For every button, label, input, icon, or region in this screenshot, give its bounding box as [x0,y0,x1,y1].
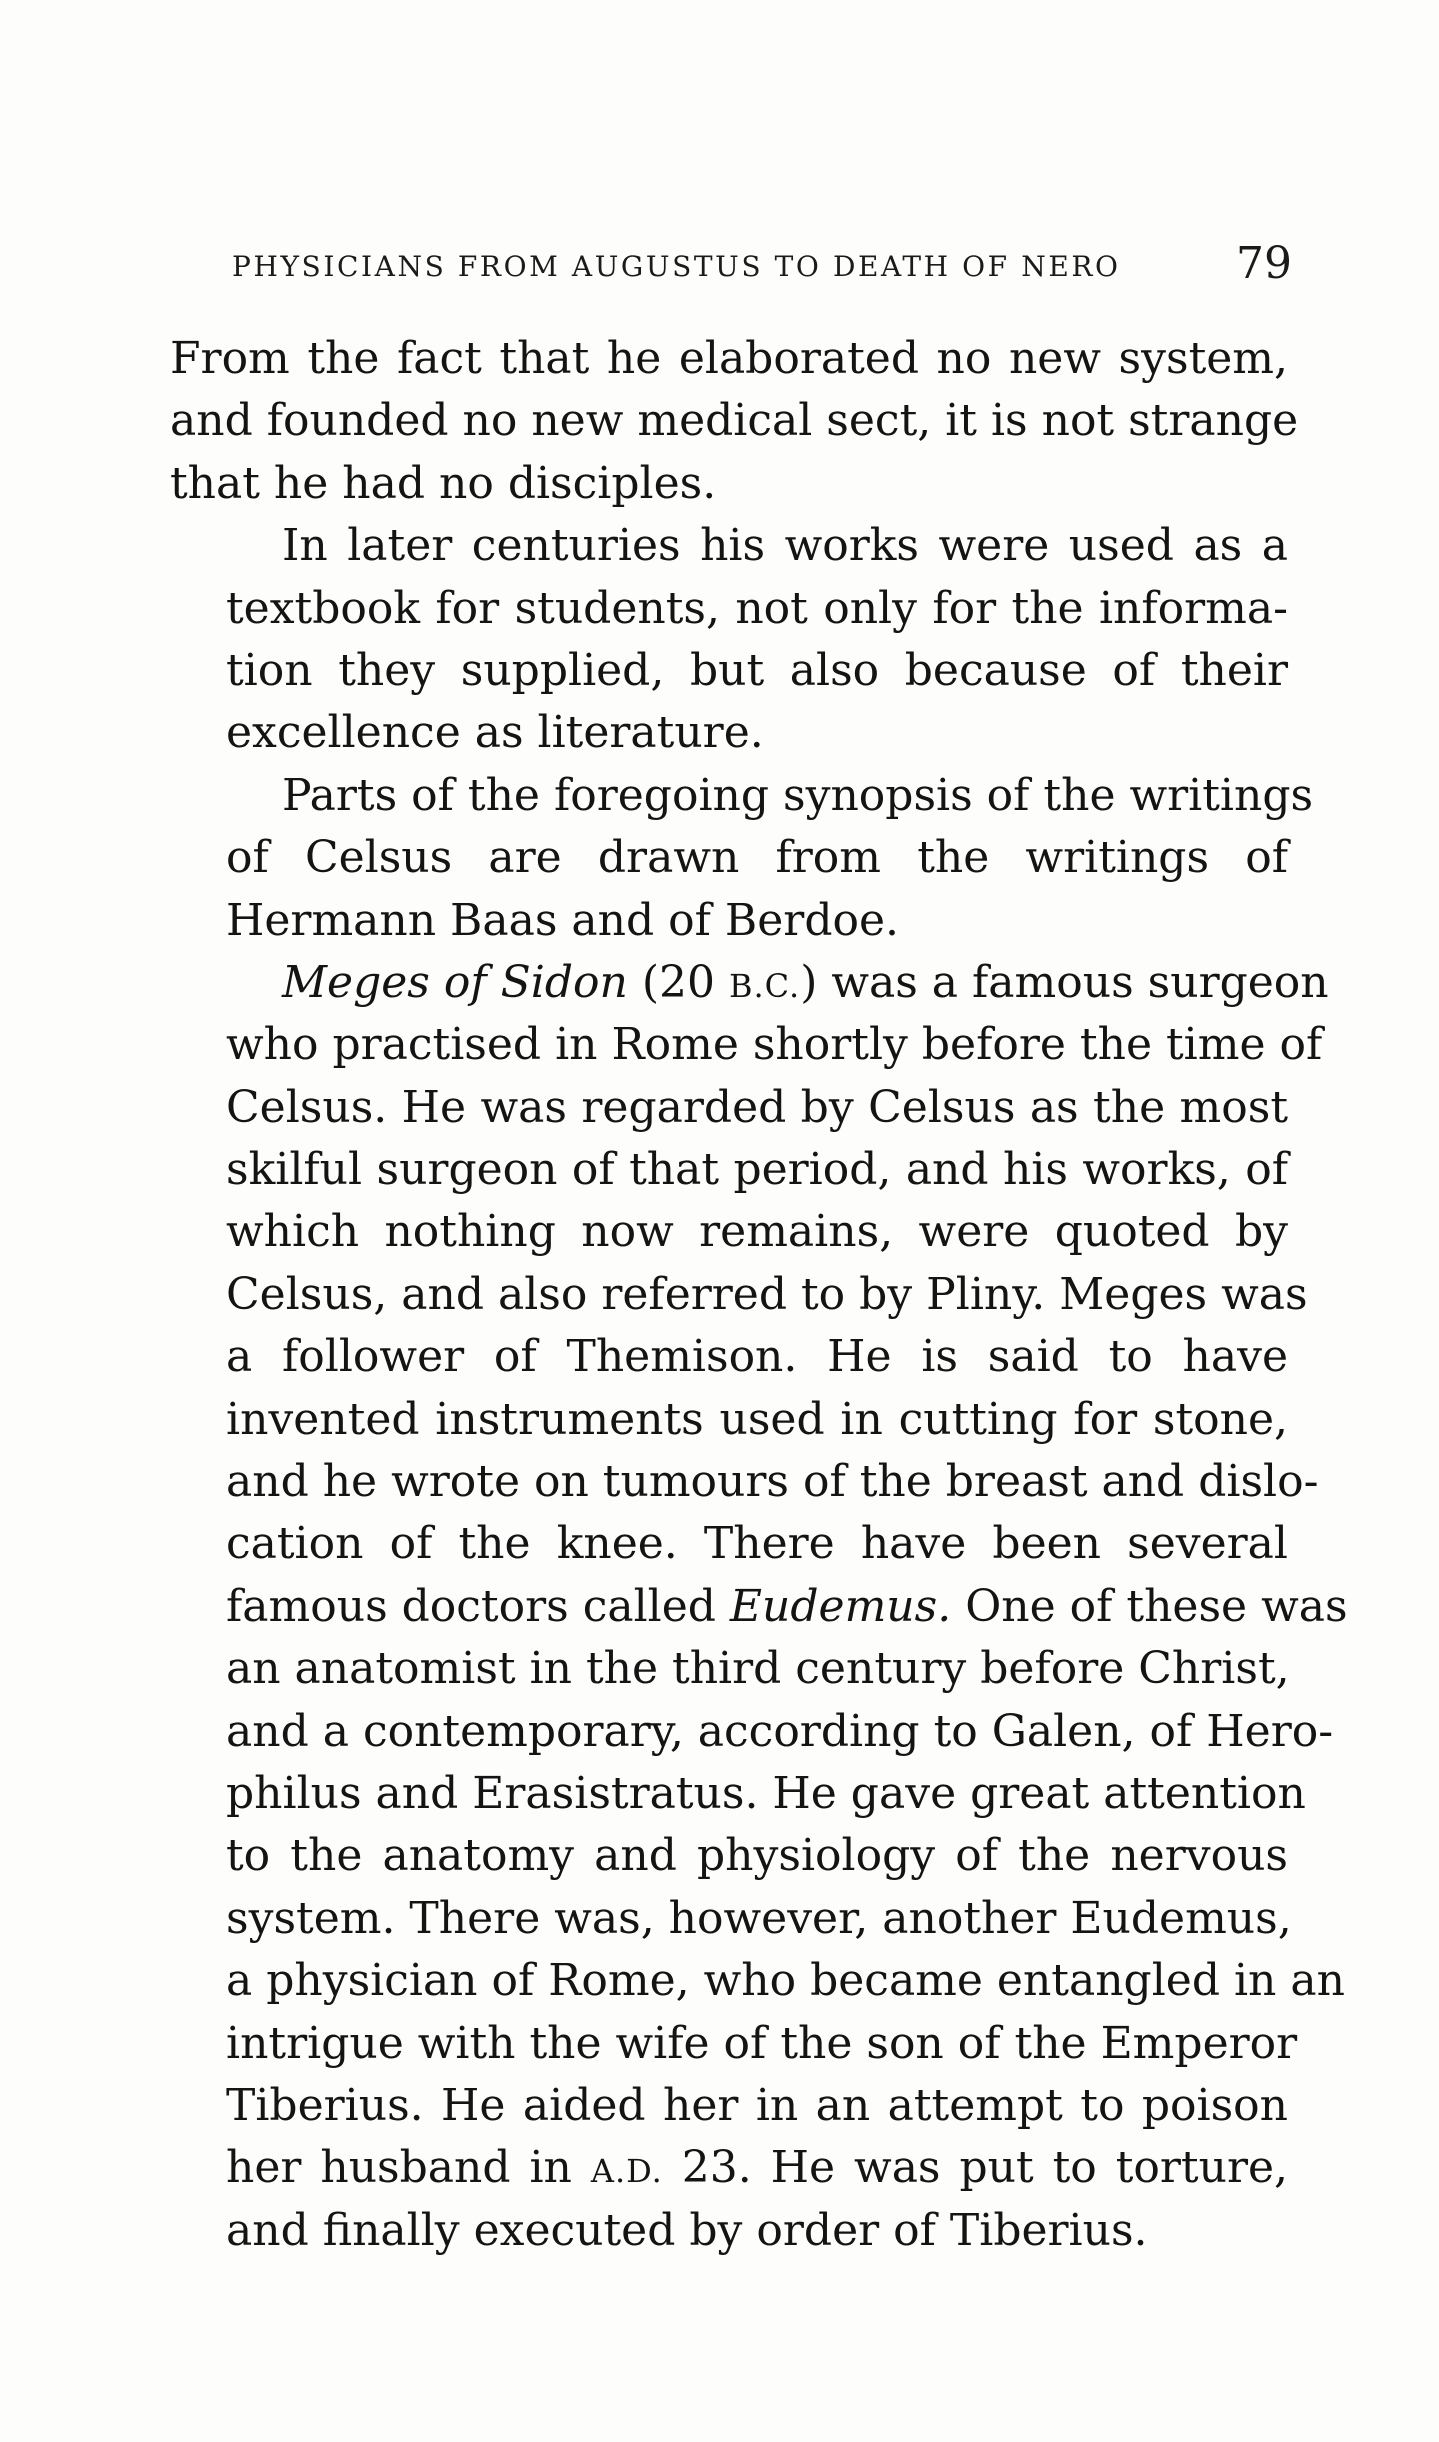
paragraph-1 [170,328,1299,515]
text-line: textbook for students, not only for the informa- [226,582,1288,634]
eudemus-before: famous doctors called [226,1580,730,1632]
text-line: system. There was, however, another Eudemus, [226,1892,1292,1944]
paragraph-2 [170,515,1288,765]
text-line: of Celsus are drawn from the writings of [226,832,1288,884]
text-line: an anatomist in the third century before Christ, [226,1643,1290,1695]
text-line: invented instruments used in cutting for stone, [226,1393,1288,1445]
date-open: (20 [641,956,729,1008]
text-line [170,1576,1348,1638]
text-line: which nothing now remains, were quoted by [226,1206,1288,1258]
ad-after: 23. He was put to torture, [662,2142,1288,2194]
text-line: Celsus, and also referred to by Pliny. Meges was [226,1268,1308,1320]
eudemus-name: Eudemus. [729,1580,952,1632]
text-line: and a contemporary, according to Galen, of Hero- [226,1705,1334,1757]
text-line: to the anatomy and physiology of the nervous [226,1830,1288,1882]
era-bc: B.C. [728,966,801,1005]
text-line: skilful surgeon of that period, and his works, of [226,1144,1288,1196]
text-line: and founded no new medical sect, it is not strange [170,395,1299,447]
text-line: intrigue with the wife of the son of the Emperor [226,2017,1298,2069]
text-line: a physician of Rome, who became entangled in an [226,1955,1345,2007]
running-head [232,238,1292,294]
text-line: cation of the knee. There have been several [226,1518,1288,1570]
meges-name: Meges of Sidon [282,956,628,1008]
text-line: From the fact that he elaborated no new system, [170,333,1288,384]
text-line: and he wrote on tumours of the breast and dislo- [226,1456,1319,1508]
first-line-rest: ) was a famous surgeon [800,956,1329,1008]
text-line: Celsus. He was regarded by Celsus as the most [226,1081,1288,1133]
text-line: In later centuries his works were used as a [282,520,1288,572]
paragraph-4 [170,952,1348,2262]
text-line: tion they supplied, but also because of their [226,644,1288,696]
text-line: a follower of Themison. He is said to have [226,1331,1288,1383]
text-line [170,952,1329,1014]
text-line: and finally executed by order of Tiberius. [226,2204,1148,2256]
running-title: PHYSICIANS FROM AUGUSTUS TO DEATH OF NERO [232,250,1121,283]
text-line: philus and Erasistratus. He gave great attention [226,1767,1306,1819]
text-line: who practised in Rome shortly before the time of [226,1019,1323,1071]
text-line: Parts of the foregoing synopsis of the writings [282,769,1314,821]
page-number: 79 [1236,238,1292,289]
body-text [170,328,1348,2262]
paragraph-3 [170,765,1314,952]
text-line: Hermann Baas and of Berdoe. [226,894,899,946]
text-line: Tiberius. He aided her in an attempt to poison [226,2079,1288,2131]
ad-before: her husband in [226,2142,591,2194]
text-line: that he had no disciples. [170,457,717,509]
eudemus-after: One of these was [951,1580,1348,1632]
text-line [170,2137,1288,2199]
text-line: excellence as literature. [226,707,764,759]
era-ad: A.D. [590,2152,663,2191]
